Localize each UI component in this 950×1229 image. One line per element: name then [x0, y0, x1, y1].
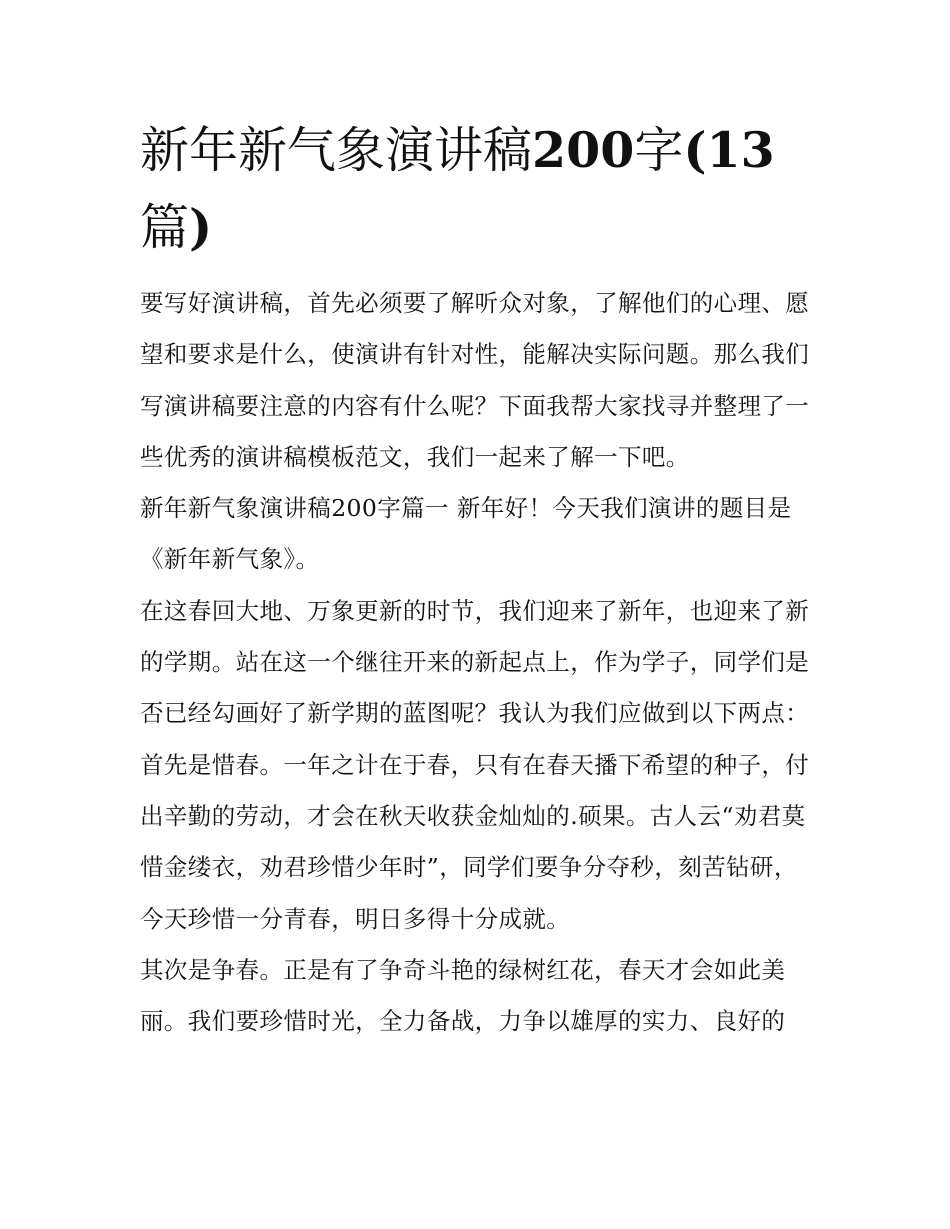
- document-body: [140, 278, 820, 1047]
- paragraph-new-semester: 在这春回大地、万象更新的时节，我们迎来了新年，也迎来了新的学期。站在这一个继往开来的新起点上，作为学子，同学们是否已经勾画好了新学期的蓝图呢？我认为我们应做到以下两点：: [140, 596, 810, 728]
- paragraph-speech-opening: 新年新气象演讲稿200字篇一 新年好！今天我们演讲的题目是《新年新气象》。: [140, 494, 792, 574]
- paragraph-strive-spring: 其次是争春。正是有了争奇斗艳的绿树红花，春天才会如此美丽。我们要珍惜时光，全力备战，力争以雄厚的实力、良好的: [140, 955, 786, 1036]
- paragraph-intro: 要写好演讲稿，首先必须要了解听众对象，了解他们的心理、愿望和要求是什么，使演讲有针对性，能解决实际问题。那么我们写演讲稿要注意的内容有什么呢？下面我帮大家找寻并整理了一些优秀的演讲稿模板范文，我们一起来了解一下吧。: [140, 289, 810, 471]
- document-title: 新年新气象演讲稿200字(13篇): [140, 121, 775, 256]
- paragraph-cherish-spring: 首先是惜春。一年之计在于春，只有在春天播下希望的种子，付出辛勤的劳动，才会在秋天收获金灿灿的.硕果。古人云“劝君莫惜金缕衣，劝君珍惜少年时”，同学们要争分夺秒，刻苦钻研，今天珍惜一分青春，明日多得十分成就。: [140, 750, 810, 933]
